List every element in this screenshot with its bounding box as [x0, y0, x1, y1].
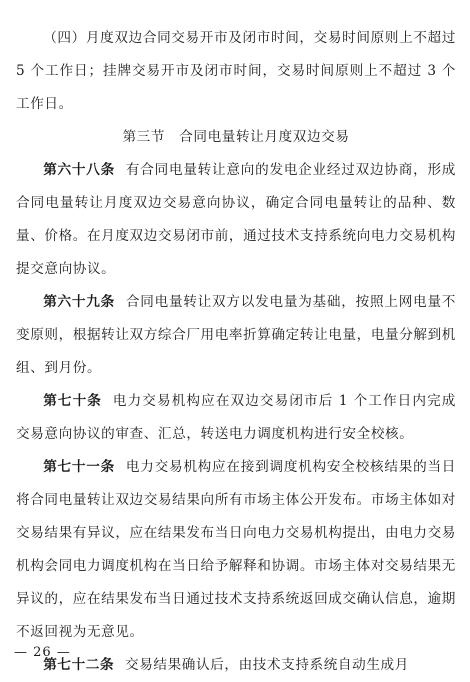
article-70	[16, 385, 456, 451]
paragraph-trading-time: （四）月度双边合同交易开市及闭市时间，交易时间原则上不超过 5 个工作日；挂牌交易开市及闭市时间，交易时间原则上不超过 3 个工作日。	[16, 30, 456, 112]
article-68-text: 有合同电量转让意向的发电企业经过双边协商，形成合同电量转让月度双边交易意向协议，确定合同电量转让的品种、数量、价格。在月度双边交易闭市前，通过技术支持系统向电力交易机构提交意向协议。	[16, 162, 457, 277]
article-68	[16, 154, 456, 286]
article-69	[16, 286, 456, 385]
article-70-text: 电力交易机构应在双边交易闭市后 1 个工作日内完成交易意向协议的审查、汇总，转送电力调度机构进行安全校核。	[16, 393, 456, 442]
article-71-text: 电力交易机构应在接到调度机构安全校核结果的当日将合同电量转让双边交易结果向所有市场主体公开发布。市场主体如对交易结果有异议，应在结果发布当日向电力交易机构提出，由电力交易机构会同电力调度机构在当日给予解释和协调。市场主体对交易结果无异议的，应在结果发布当日通过技术支持系统返回成交确认信息，逾期不返回视为无意见。	[16, 459, 457, 640]
article-72-text: 交易结果确认后，由技术支持系统自动生成月	[125, 657, 409, 673]
article-70-number: 第七十条	[43, 393, 103, 409]
article-72	[16, 649, 456, 682]
article-68-number: 第六十八条	[43, 162, 115, 178]
article-69-text: 合同电量转让双方以发电量为基础，按照上网电量不变原则，根据转让双方综合厂用电率折算确定转让电量，电量分解到机组、到月份。	[16, 294, 457, 376]
section-heading: 第三节 合同电量转让月度双边交易	[122, 129, 350, 145]
page-number: — 26 —	[14, 645, 71, 660]
article-71-number: 第七十一条	[43, 459, 115, 475]
article-71	[16, 451, 456, 649]
article-72-number: 第七十二条	[43, 657, 115, 673]
body-text	[16, 22, 456, 682]
article-69-number: 第六十九条	[43, 294, 115, 310]
